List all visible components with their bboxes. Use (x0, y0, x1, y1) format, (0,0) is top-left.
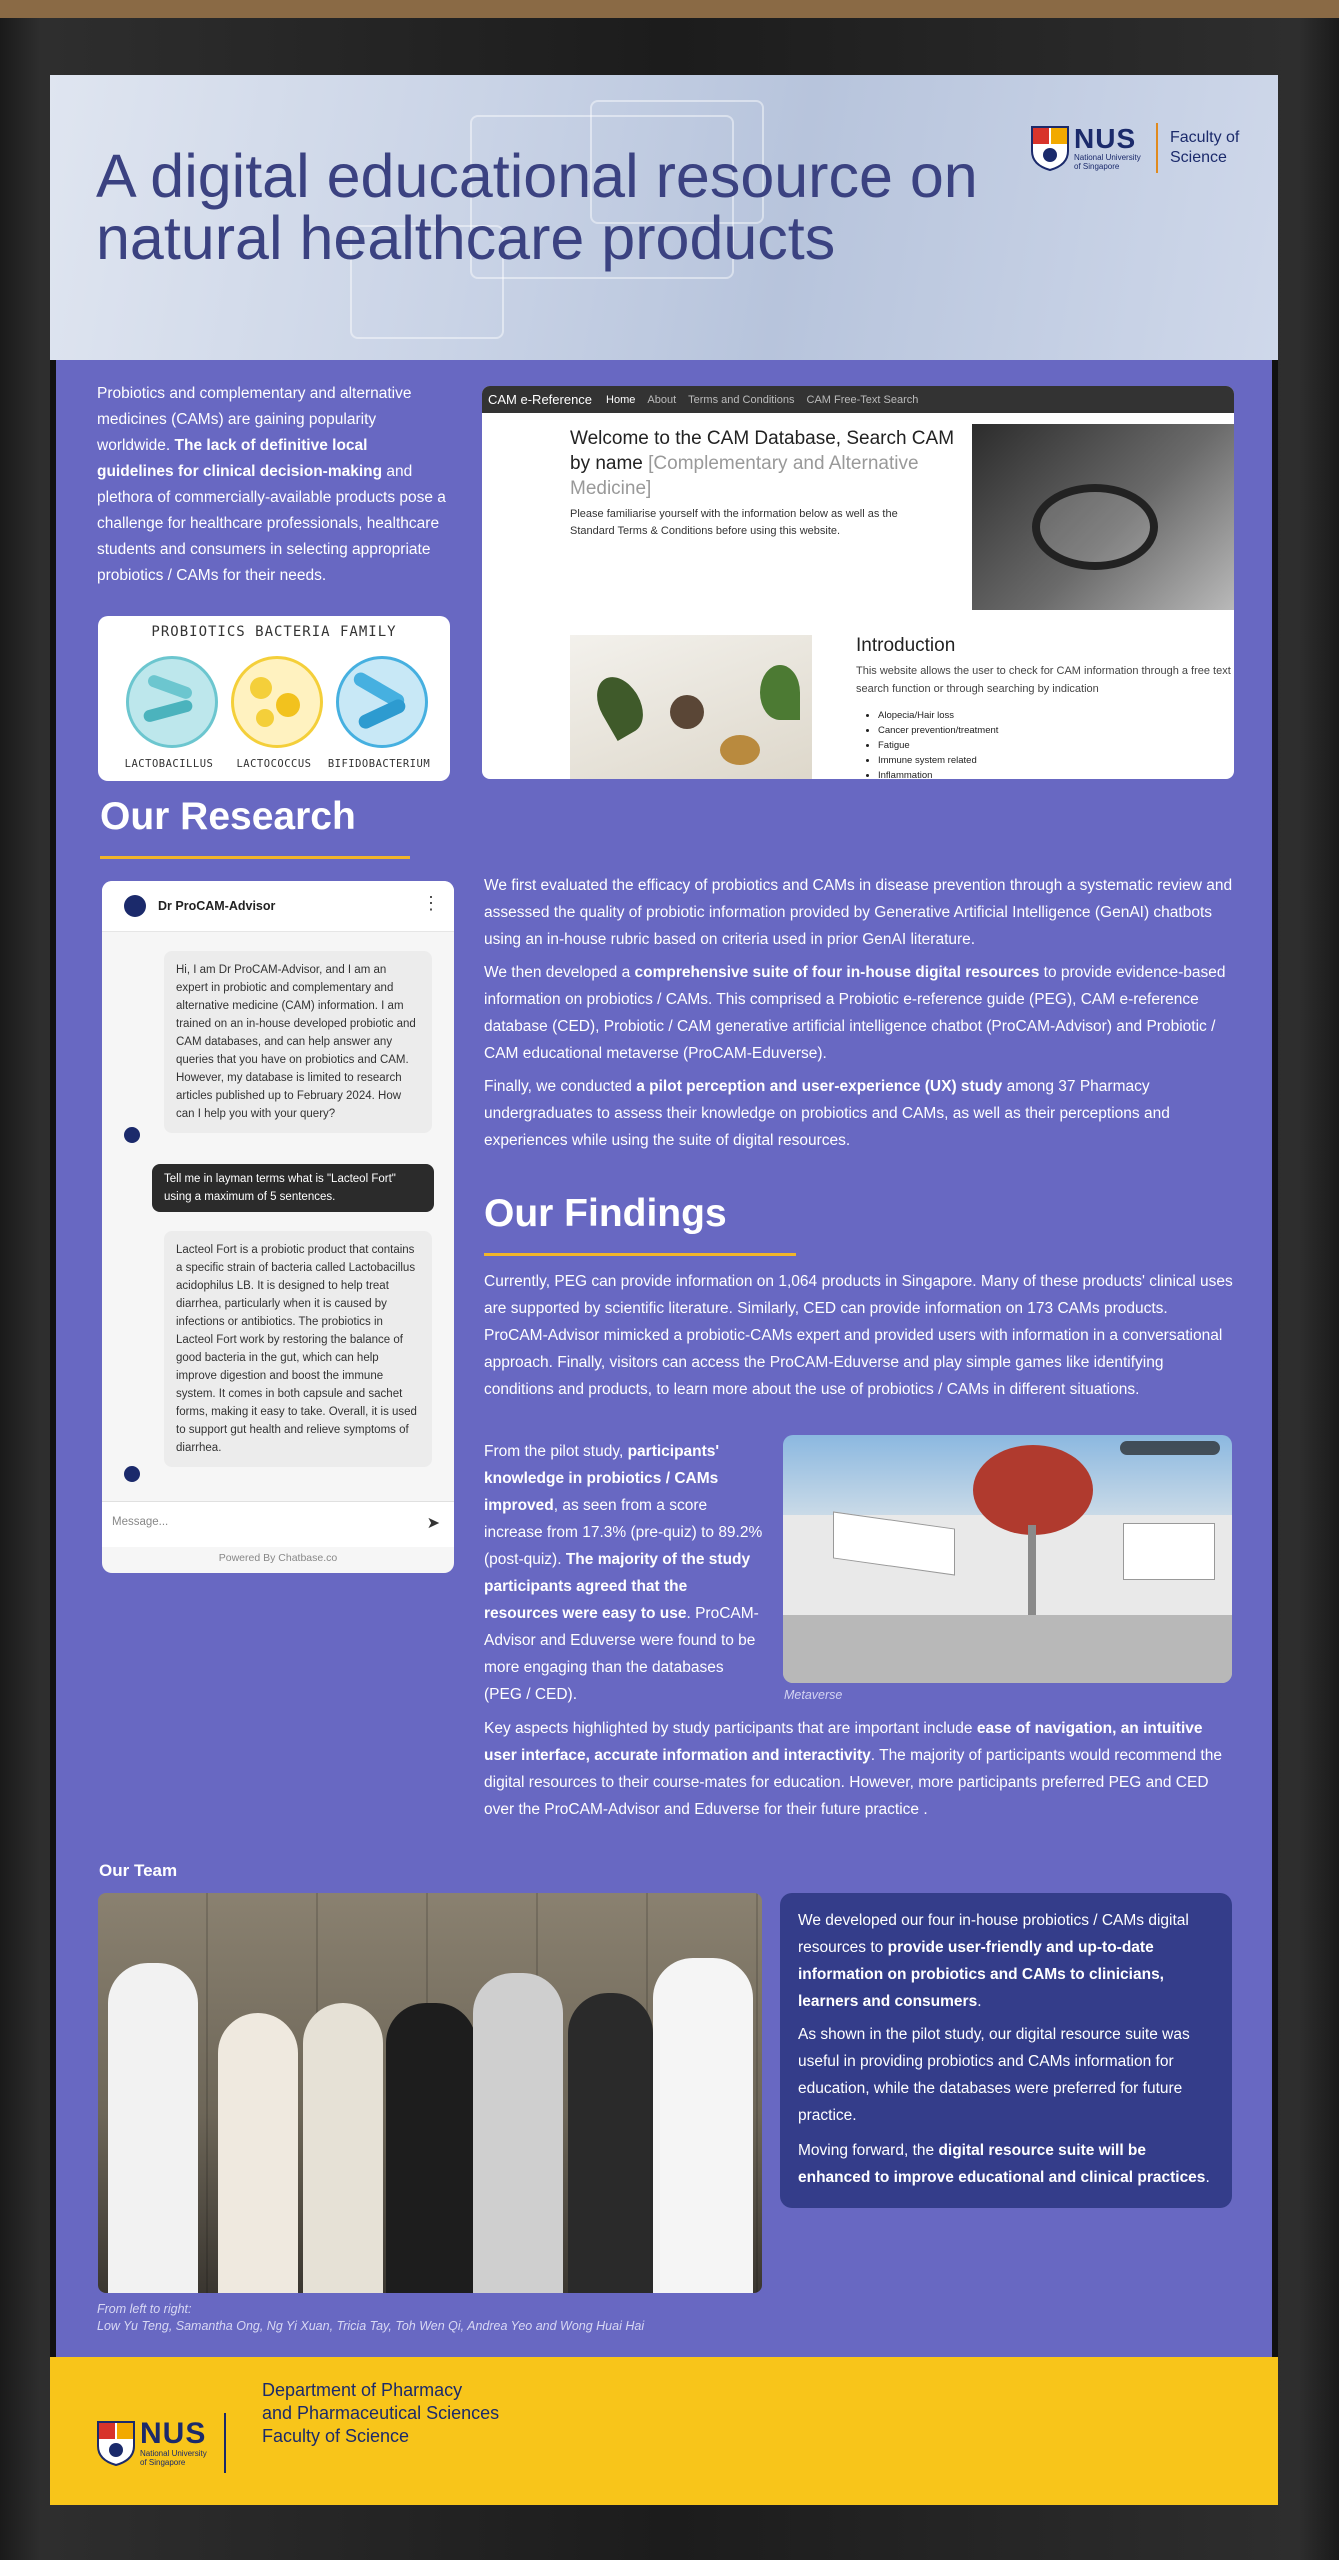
metaverse-panel (1123, 1523, 1215, 1580)
message-input[interactable] (102, 1501, 454, 1547)
list-item[interactable]: • Cancer prevention/treatment (878, 723, 998, 738)
chatbot-screenshot (102, 881, 454, 1573)
list-item[interactable]: • Inflammation (878, 768, 998, 779)
bot-message: Lacteol Fort is a probiotic product that contains a specific strain of bacteria called Lactobacillus acidophilus LB. It is designed to help treat diarrhea, particularly when it is caused by infections or antibiotics. The probiotics in Lacteol Fort work by restoring the balance of good bacteria in the gut, which can help improve digestion and boost the immune system. It comes in both capsule and sachet forms, making it easy to take. Overall, it is used to support gut health and relieve symptoms of diarrhea. (164, 1231, 432, 1467)
bacteria-label: BIFIDOBACTERIUM (327, 758, 431, 770)
conclusion-paragraph-2: As shown in the pilot study, our digital resource suite was useful in providing probiotics and CAMs information for education, while the databases were preferred for future practice. (798, 2026, 1190, 2124)
probiotics-card-title: PROBIOTICS BACTERIA FAMILY (151, 624, 397, 640)
team-member (303, 2003, 383, 2293)
powered-by: Powered By Chatbase.co (218, 1552, 338, 1564)
nus-logo-header (1030, 123, 1250, 173)
findings-paragraph-1: Currently, PEG can provide information on 1,064 products in Singapore. Many of these products' clinical uses are supported by scientific literature. Similarly, CED can provide information on 173 CAMs products. ProCAM-Advisor mimicked a probiotic-CAMs expert and provided users with information in a conversational approach. Finally, visitors can access the ProCAM-Eduverse and play simple games like identifying conditions and products, to learn more about the use of probiotics / CAMs in different situations. (484, 1273, 1233, 1398)
nus-crest-icon (96, 2420, 136, 2466)
user-message: Tell me in layman terms what is "Lacteol Fort" using a maximum of 5 sentences. (152, 1164, 434, 1212)
team-caption: From left to right: Low Yu Teng, Samantha Ong, Ng Yi Xuan, Tricia Tay, Toh Wen Qi, Andrea Yeo and Wong Huai Hai (97, 2302, 645, 2333)
herbs-spices-image (570, 635, 812, 779)
send-icon[interactable]: ➤ (426, 1515, 440, 1532)
metaverse-floor (783, 1615, 1232, 1683)
team-heading: Our Team (99, 1861, 178, 1880)
metaverse-screenshot (783, 1435, 1232, 1683)
findings-paragraph-3: Key aspects highlighted by study participants that are important include ease of navigation, an intuitive user interface, accurate information and interactivity. The majority of participants would recommend the digital resources to their course-mates for education. However, more participants preferred PEG and CED over the ProCAM-Advisor and Eduverse for their future practice . (484, 1720, 1222, 1818)
team-member (568, 1993, 653, 2293)
lactobacillus-icon (126, 656, 218, 748)
lactococcus-icon (231, 656, 323, 748)
research-paragraph-1: We first evaluated the efficacy of probiotics and CAMs in disease prevention through a systematic review and assessed the quality of probiotic information provided by Generative Artificial Intelligence (GenAI) chatbots using an in-house rubric based on criteria used in prior GenAI literature. (484, 877, 1233, 948)
list-item[interactable]: • Immune system related (878, 753, 998, 768)
research-underline (100, 856, 410, 859)
logo-divider (1156, 123, 1158, 173)
cam-note: Please familiarise yourself with the information below as well as the Standard Terms & Conditions before using this website. (570, 508, 898, 537)
findings-heading: Our Findings (484, 1192, 727, 1235)
metaverse-caption: Metaverse (784, 1688, 843, 1702)
team-photo (98, 1893, 762, 2293)
team-member (108, 1963, 198, 2293)
research-paragraph-2: We then developed a comprehensive suite of four in-house digital resources to provide evidence-based information on probiotics / CAMs. This comprised a Probiotic e-reference guide (PEG), CAM e-reference database (CED), Probiotic / CAM generative artificial intelligence chatbot (ProCAM-Advisor) and Probiotic / CAM educational metaverse (ProCAM-Eduverse). (484, 964, 1226, 1062)
findings-underline (484, 1253, 796, 1256)
laptop-magnifier-image (972, 424, 1234, 610)
metaverse-tree (973, 1445, 1093, 1535)
research-paragraph-3: Finally, we conducted a pilot perception and user-experience (UX) study among 37 Pharmacy undergraduates to assess their knowledge on probiotics and CAMs, as well as their perceptions and experiences while using the suite of digital resources. (484, 1078, 1170, 1149)
team-member (473, 1973, 563, 2293)
bot-message: Hi, I am Dr ProCAM-Advisor, and I am an expert in probiotic and complementary and alternative medicine (CAM) information. I am trained on an in-house developed probiotic and CAM databases, and can help answer any queries that you have on probiotics and CAM. However, my database is limited to research articles published up to February 2024. How can I help you with your query? (164, 951, 432, 1133)
poster-title: A digital educational resource on natural healthcare products (96, 142, 978, 272)
cam-introduction-text: This website allows the user to check for CAM information through a free text search function or through searching by indication (856, 665, 1231, 695)
cam-nav-terms[interactable]: Terms and Conditions (688, 393, 795, 406)
more-options-icon[interactable]: ⋮ (422, 893, 440, 913)
department-name: Department of Pharmacy and Pharmaceutical Sciences Faculty of Science (262, 2380, 500, 2446)
faculty-name: Faculty of Science (1170, 129, 1240, 166)
nus-wordmark: NUS National University of Singapore (1074, 123, 1141, 171)
cam-welcome-heading: Welcome to the CAM Database, Search CAM by name [Complementary and Alternative Medicine] (570, 428, 955, 499)
cam-nav-about[interactable]: About (647, 393, 677, 406)
conclusion-paragraph-1: We developed our four in-house probiotics / CAMs digital resources to provide user-friendly and up-to-date information on probiotics and CAMs to clinicians, learners and consumers. (798, 1912, 1189, 2010)
nus-crest-icon (1030, 125, 1070, 171)
intro-paragraph: Probiotics and complementary and alternative medicines (CAMs) are gaining popularity worldwide. The lack of definitive local guidelines for clinical decision-making and plethora of commercially-available products pose a challenge for healthcare professionals, healthcare students and consumers in selecting appropriate probiotics / CAMs for their needs. (97, 385, 446, 584)
cam-ereference-screenshot (482, 386, 1234, 779)
cam-introduction-heading: Introduction (856, 635, 956, 656)
findings-paragraph-2: From the pilot study, participants' knowledge in probiotics / CAMs improved, as seen from a score increase from 17.3% (pre-quiz) to 89.2% (post-quiz). The majority of the study participants agreed that the resources were easy to use. ProCAM-Advisor and Eduverse were found to be more engaging than the databases (PEG / CED). (484, 1443, 763, 1703)
list-item[interactable]: • Alopecia/Hair loss (878, 708, 998, 723)
chatbot-avatar (124, 1466, 140, 1482)
chatbot-name: Dr ProCAM-Advisor (158, 899, 276, 913)
research-heading: Our Research (100, 795, 356, 838)
bifidobacterium-icon (336, 656, 428, 748)
bacteria-label: LACTOBACILLUS (124, 758, 214, 770)
conclusion-box (780, 1893, 1232, 2208)
bacteria-label: LACTOCOCCUS (236, 758, 312, 770)
poster (50, 75, 1278, 2505)
team-member (386, 2003, 476, 2293)
probiotics-family-card (98, 616, 450, 781)
metaverse-toolbar[interactable] (1120, 1441, 1220, 1455)
list-item[interactable]: • Fatigue (878, 738, 998, 753)
cam-nav-search[interactable]: CAM Free-Text Search (806, 393, 919, 406)
cam-navbar (482, 386, 1234, 413)
conclusion-paragraph-3: Moving forward, the digital resource suite will be enhanced to improve educational and clinical practices. (798, 2142, 1210, 2186)
message-placeholder: Message... (112, 1516, 169, 1528)
chatbot-avatar (124, 895, 146, 917)
chatbot-avatar (124, 1127, 140, 1143)
team-member (653, 1958, 753, 2293)
wall (0, 0, 1339, 18)
logo-divider (224, 2413, 226, 2473)
cam-nav-home[interactable]: Home (606, 393, 636, 406)
nus-logo-footer (96, 2413, 238, 2473)
title-banner (50, 75, 1278, 360)
nus-wordmark: NUS National University of Singapore (140, 2417, 207, 2467)
chat-header (102, 881, 454, 932)
team-member (218, 2013, 298, 2293)
cam-indication-list (856, 708, 998, 779)
cam-brand[interactable]: CAM e-Reference (488, 392, 593, 407)
